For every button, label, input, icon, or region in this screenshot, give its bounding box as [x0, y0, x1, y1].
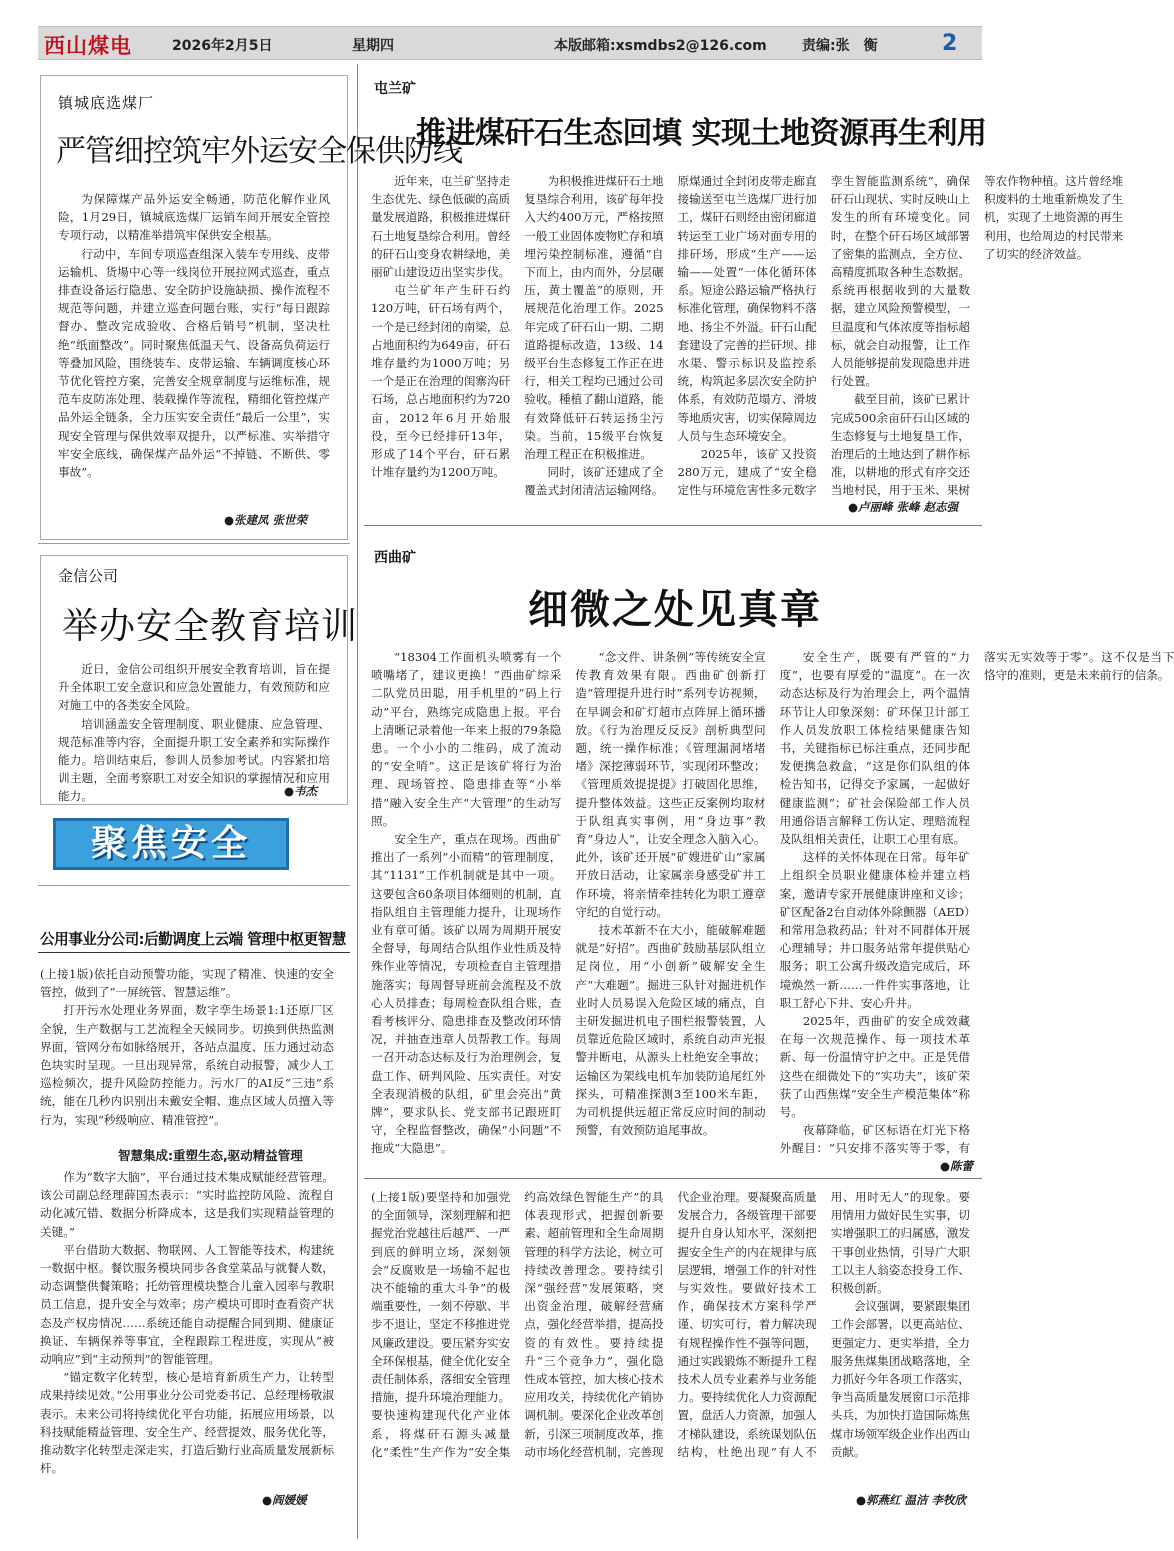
article-byline: ●韦杰 — [284, 784, 318, 798]
article-body — [58, 190, 330, 512]
article-paragraph: 2025年，西曲矿的安全成效藏在每一次规范操作、每一项技术革新、每一份温情守护之中。正是凭借这些在细微处下的“实功夫”，该矿荣获了山西焦煤“安全生产模范集体”称号。 — [779, 1014, 970, 1120]
article-unit: 西曲矿 — [374, 550, 416, 566]
article-title: 细微之处见真章 — [528, 586, 822, 633]
page-email: 本版邮箱:xsmdbs2@126.com — [554, 38, 767, 54]
article-byline: ●阎媛媛 — [262, 1493, 307, 1507]
article-paragraph: “18304工作面机头喷雾有一个喷嘴堵了，建议更换！”西曲矿综采二队党员田聪，用手机里的“码上行动”平台，熟练完成隐患上报。平台上清晰记录着他一年来上报的79条隐患。一个小小的二维码，成了流动的“安全哨”。这正是该矿将行为治理、现场管控、隐患排查等“小举措”融入安全生产“大管理”的生动写照。 — [371, 650, 562, 828]
issue-date: 2026年2月5日 — [172, 38, 273, 54]
article-paragraph: 安全生产，既要有严管的“力度”，也要有厚爱的“温度”。在一次动态达标及行为治理会上，两个温情环节让人印象深刻：矿环保卫计部工作人员发放职工体检结果健康告知书，关键指标已标注重点，还同步配发便携急救盒，“这是你们队组的体检告知书，记得交予家属，一起做好健康监测”；矿社会保险部工作人员用通俗语言解释工伤认定、理赔流程及队组相关责任，让职工心里有底。 — [779, 650, 970, 847]
page-number: 2 — [942, 31, 958, 56]
page-editor: 责编:张 衡 — [802, 38, 878, 54]
article-paragraph: 为积极推进煤矸石土地复垦综合利用，该矿每年投入大约400万元，严格按照一般工业固体废物贮存和填埋污染控制标准，遵循“自下而上，由内而外，分层碾压，黄土覆盖”的原则，开展规范化治理工作。2025年完成了矸石山一期、二期道路提标改造，13级、14级平台生态修复工作正在进行，相关工程均已通过公司验收。種植了翻山道路，能有效降低矸石转运扬尘污染。当前，15级平台恢复治理工程正在积极推进。 — [524, 174, 664, 462]
title-underline — [38, 952, 350, 953]
article-paragraph: “念文件、讲条例”等传统安全宣传教育效果有限。西曲矿创新打造“管理提升进行时”系列专访视频，在早调会和矿灯超市点阵屏上循环播放。《行为治理反反反》剖析典型问题，统一操作标准；《管理漏洞堵堵堵》深挖薄弱环节，实现闭环整改；《管理质效提提提》打破固化思维，提升整体效益。这些正反案例均取材于队组真实事例，用“身边事”教育“身边人”，让安全理念入脑入心。此外，该矿还开展“矿嫂进矿山”家属开放日活动，让家属亲身感受矿井工作环境，将亲情牵挂转化为职工遵章守纪的自觉行动。 — [575, 650, 766, 919]
article-body — [371, 172, 1124, 512]
article-paragraph: 截至目前，该矿已累计完成500余亩矸石山区域的生态修复与土地复垦工作，治理后的土地达到了耕作标准，以耕地的形式有序交还当地村民，用于玉米、果树等农作物种植。这片曾经堆积废料的土地重新焕发了生机，实现了土地资源的再生利用，也给周边的村民带来了切实的经济效益。 — [830, 174, 1124, 498]
article-paragraph: 屯兰矿年产生矸石约120万吨，矸石场有两个，一个是已经封闭的南梁，总占地面积约为649亩，矸石堆存量约为1000万吨；另一个是正在治理的闺寨沟矸石场，总占地面积约为720亩，2012年6月开始服役，至今已经排矸13年，形成了14个平台，矸石累计堆存量约为1200万吨。 — [371, 283, 511, 480]
article-byline: ●卢丽峰 张峰 赵志强 — [848, 500, 959, 514]
article-byline: ●郭燕红 温洁 李牧欣 — [856, 1493, 967, 1507]
masthead — [38, 26, 982, 60]
article-title: 严管细控筑牢外运安全保供防线 — [56, 134, 462, 169]
article-body — [40, 1168, 334, 1490]
section-divider — [38, 543, 350, 544]
article-paragraph: 行动中，车间专项巡查组深入装车专用线、皮带运输机、货場中心等一线岗位开展拉网式巡查，重点排查设备运行隐患、安全防护设施缺损、操作流程不规范等问题，并建立巡查问题台账，实行“每日跟踪督办、整改完成验收、合格后销号”机制，坚决杜绝“纸面整改”。同时聚焦低温天气、设备高负荷运行等叠加风险，围绕装车、皮带运输、车辆调度核心环节优化管控方案，完善安全规章制度与运维标准，规范车皮防冻处理、装载操作等流程，精细化管控煤产品外运全链条，全力压实安全责任“最后一公里”，实现安全管理与保供效率双提升，以严标准、实举措守牢安全底线，确保煤产品外运“不掉链、不断供、零事故”。 — [58, 246, 330, 480]
article-paragraph: 为保障煤产品外运安全畅通，防范化解作业风险，1月29日，镇城底选煤厂运销车间开展安全管控专项行动，以精准举措筑牢保供安全根基。 — [58, 192, 330, 243]
article-paragraph: “锚定数字化转型，核心是培育新质生产力，让转型成果持续见效。”公用事业分公司党委书记、总经理杨敬淑表示。未来公司将持续优化平台功能，拓展应用场景，以科技赋能精益管理、安全生产、经营提效、服务优化等，推动数字化转型走深走实，打造后勤行业高质量发展新标杆。 — [40, 1370, 334, 1476]
article-paragraph: 近日，金信公司组织开展安全教育培训，旨在提升全体职工安全意识和应急处置能力，有效预防和应对施工中的各类安全风险。 — [58, 662, 330, 713]
section-divider — [364, 525, 982, 526]
article-paragraph: 夜幕降临，矿区标语在灯光下格外醒目：“只安排不落实等于零，有落实无实效等于零”。这不仅是当下恪守的准则，更是未来前行的信条。 — [779, 650, 1174, 1156]
article-paragraph: 这样的关怀体现在日常。每年矿上组织全员职业健康体检并建立档案，邀请专家开展健康讲座和义诊；矿区配备2台自动体外除颤器（AED）和常用急救药品；针对不同群体开展心理辅导；井口服务站常年提供贴心服务；职工公寓升级改造完成后，环境焕然一新……一件件实事落地，让职工舒心下井、安心升井。 — [779, 850, 970, 1010]
article-unit: 金信公司 — [58, 567, 119, 585]
issue-weekday: 星期四 — [352, 38, 394, 54]
article-byline: ●张建凤 张世荣 — [224, 513, 308, 527]
article-body — [371, 648, 1174, 1168]
article-paragraph: 培训涵盖安全管理制度、职业健康、应急管理、规范标准等内容，全面提升职工安全素养和实际操作能力。培训结束后，参训人员参加考试。内容紧扣培训主题，全面考察职工对安全知识的掌握情况和应用能力。 — [58, 716, 330, 804]
article-paragraph: 安全生产，重点在现场。西曲矿推出了一系列“小而精”的管理制度，其“1131”工作机制就是其中一项。这要包含60条项目体细则的机制，直指队组自主管理能力提升，让现场作业有章可循。该矿以周为周期开展安全督导，每周结合队组作业性质及特殊作业等情况，专项检查自主管理措施落实；每周督导班前会流程及不放心人员排查；每周检查队组合账，查看考核评分、隐患排查及整改闭环情况，并抽查违章人员帮教工作。每周一召开动态达标及行为治理例会，复盘工作、研判风险、压实责任。对安全表现消极的队组，矿里会亮出“黄牌”，要求队长、党支部书记跟班盯守，全程监督整改，确保“小问题”不拖成“大隐患”。 — [371, 832, 562, 1156]
article-paragraph: 打开污水处理业务界面，数字孪生场景1:1还原厂区全貌，生产数据与工艺流程全天候同步。切换到供热监测界面，管网分布如脉络展开，各站点温度、压力通过动态色块实时呈现。一旦出现异常，系统自动报警，减少人工巡检频次，提升风险防控能力。污水厂的AI反“三违”系统，能在几秒内识别出未戴安全帽、進点区域人员擅入等行为，实现“秒级响应、精准管控”。 — [40, 1003, 334, 1127]
section-divider — [38, 885, 350, 886]
article-subhead: 智慧集成:重塑生态,驱动精益管理 — [118, 1148, 303, 1163]
article-title: 推进煤矸石生态回填 实现土地资源再生利用 — [416, 116, 987, 151]
article-paragraph: 会议强调，要紧跟集团工作会部署，以更高站位、更强定力、更实举措，全力服务焦煤集团战略落地，全力抓好今年各项工作落实，争当高质量发展窗口示范排头兵，为加快打造国际炼焦煤市场领军级企业作出西山贡献。 — [830, 1299, 970, 1459]
article-paragraph: (上接1版)依托自动预警功能，实现了精准、快速的安全管控，做到了“一屏统管、智慧运维”。 — [40, 967, 334, 1000]
article-paragraph: 近年来，屯兰矿坚持走生态优先、绿色低碳的高质量发展道路，积极推进煤矸石土地复垦综合利用。曾经的矸石山变身农耕绿地，美丽矿山建设迈出坚实步伐。 — [371, 174, 511, 280]
article-paragraph: 同时，该矿还建成了全覆盖式封闭清洁运输网络。原煤通过全封闭皮带走廊直接输送至屯兰选煤厂进行加工，煤矸石则经由密闭廊道转运至工业广场对面专用的排矸场，形成“生产——运输——处置”一体化循环体系。短途公路运输严格执行标准化管理，确保物料不落地、扬尘不外溢。矸石山配套建设了完善的拦矸坝、排水渠、警示标识及监控系统，构筑起多层次安全防护体系，有效防范塌方、滑坡等地质灾害，切实保障周边人员与生态环境安全。 — [524, 174, 817, 498]
article-paragraph: 技术革新不在大小，能破解难题就是“好招”。西曲矿鼓励基层队组立足岗位，用“小创新”破解安全生产“大难题”。掘进三队针对掘进机作业时人员易误入危险区域的痛点，自主研发掘进机电子围栏报警装置，人员靠近危险区域时，系统自动声光报警并断电，从源头上杜绝安全事故；运输区为架线电机车加装防追尾红外探头，可精准探测3至100米车距，为司机提供远超正常反应时间的制动预警，有效预防追尾事故。 — [575, 923, 766, 1138]
focus-safety-banner — [53, 818, 289, 870]
article-body — [371, 1188, 970, 1493]
article-paragraph: 平台借助大数据、物联网、人工智能等技术，构建统一数据中枢。餐饮服务模块同步各食堂菜品与就餐人数，动态调整供餐策略；托幼管理模块整合儿童入园率与教职员工信息，提升安全与效率；房产模块可即时查看资产状态及产权房情况……系统还能自动提醒合同到期、健康证换证、车辆保养等事宜，全程跟踪工程进度，实现从“被动响应”到“主动预判”的智能管理。 — [40, 1242, 334, 1367]
article-paragraph: 作为“数字大脑”，平台通过技术集成赋能经营管理。该公司副总经理薛国杰表示：“实时监控防风险、流程自动化减冗错、数据分析降成本，这是我们实现精益管理的关键。” — [40, 1170, 334, 1239]
article-paragraph: 2025年，该矿又投资280万元，建成了“安全稳定性与环境危害性多元数字孪生智能监测系统”，确保矸石山现状、实时反映山上发生的所有环境变化。同时，在整个矸石场区域部署了密集的监测点，全方位、高精度抓取各种生态数据。系统再根据收到的大量数据，建立风险预警模型，一旦温度和气体浓度等指标超标，就会自动报警，让工作人员能够提前发现隐患并进行处置。 — [677, 174, 970, 498]
article-title: 举办安全教育培训 — [62, 606, 359, 647]
article-byline: ●陈蕾 — [940, 1159, 974, 1173]
section-divider — [364, 1178, 982, 1179]
article-paragraph: (上接1版)要坚持和加强党的全面领导，深刻理解和把握党治党越往后越严、一严到底的鲜明立场，深刻领会“反腐败是一场输不起也决不能输的重大斗争”的极端重要性，一刻不停歇、半步不退让，坚定不移推进党风廉政建设。要压紧夯实安全环保根基，健全优化安全责任制体系，落细安全管理措施，提升环境治理能力。要快速构建现代化产业体系，将煤矸石源头减量化“柔性”生产作为“安全集约高效绿色智能生产”的具体表现形式，把握创新要素、超前管理和全生命周期管理的科学方法论，树立可持续改善理念。要持续引深“强经营”发展策略，突出资金治理，破解经营痛点，强化经营举措，提高投资的有效性。要持续提升“三个竞争力”，强化隐性成本管控，加大核心技术应用攻关，持续优化产销协调机制。要深化企业改革创新，引深三项制度改革，推动市场化经营机制，完善现代企业治理。要凝聚高质量发展合力，各级管理干部要提升自身认知水平，深刻把握安全生产的内在规律与底层逻辑，增强工作的针对性与实效性。要做好技术工作，确保技术方案科学严谨、切实可行，着力解决现有规程操作性不强等问题，通过实践锻炼不断提升工程技术人员专业素养与业务能力。要持续优化人力资源配置，盘活人力资源，加强人才梯队建设，系统谋划队伍结构，杜绝出现“有人不用、用时无人”的现象。要用情用力做好民生实事，切实增强职工的归属感，激发干事创业热情，引导广大职工以主人翁姿态投身工作、积极创新。 — [371, 1190, 970, 1459]
article-unit: 屯兰矿 — [374, 81, 416, 97]
article-unit: 镇城底选煤厂 — [58, 94, 155, 112]
article-title: 公用事业分公司:后勤调度上云端 管理中枢更智慧 — [40, 931, 346, 948]
article-body — [40, 965, 334, 1137]
column-divider — [357, 64, 358, 1539]
newspaper-logo: 西山煤电 — [44, 34, 132, 58]
focus-banner-text: 聚焦安全 — [90, 823, 251, 864]
